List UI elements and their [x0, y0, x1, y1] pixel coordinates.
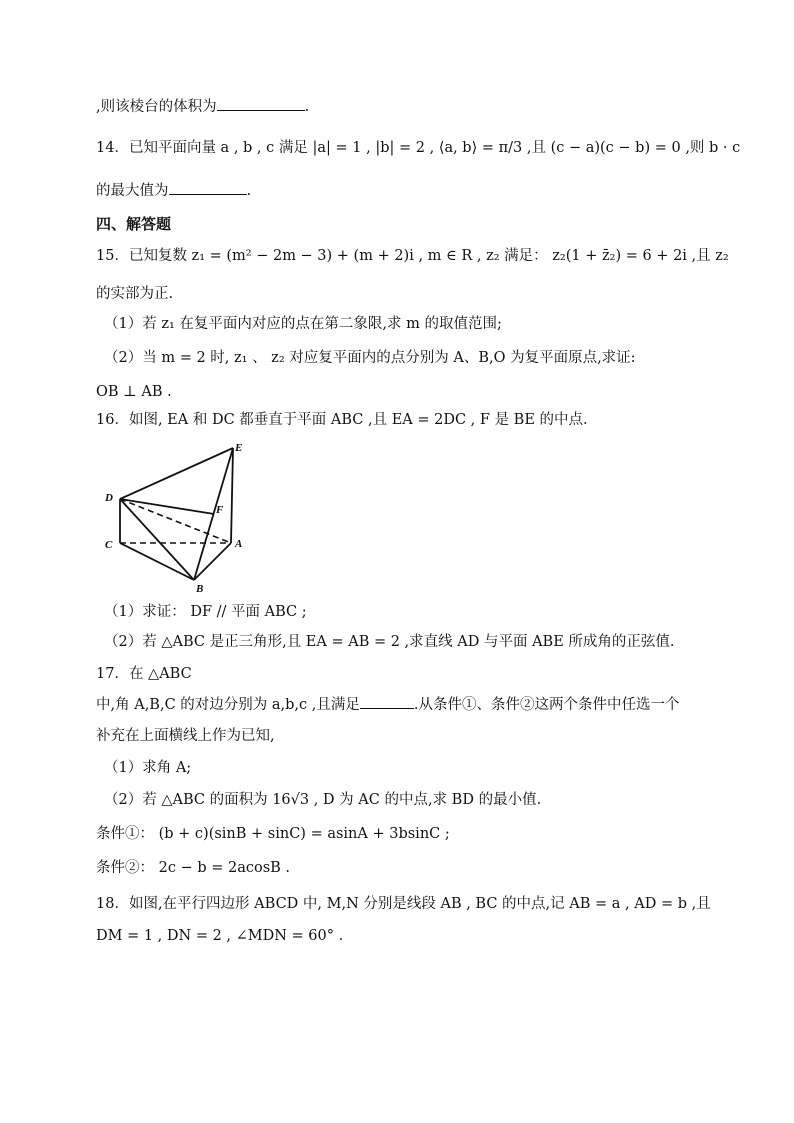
label-a: A: [235, 538, 243, 550]
edge-da-hidden: [120, 499, 231, 543]
q17-text-b: .从条件①、条件②这两个条件中任选一个: [413, 697, 680, 713]
label-f: F: [216, 504, 224, 516]
q17-stem: 17．在 △ABC: [96, 666, 192, 682]
q17-condition2: 条件②： 2c − b = 2acosB .: [96, 860, 291, 876]
q18-stem: 18．如图,在平行四边形 ABCD 中, M,N 分别是线段 AB , BC 的中点,记 AB = a , AD = b ,且: [96, 896, 711, 912]
q17-condition-blank: [360, 694, 414, 709]
q15-stem-cont: 的实部为正.: [96, 286, 174, 302]
q17-condition1: 条件①： (b + c)(sinB + sinC) = asinA + 3bsinC ;: [96, 826, 450, 842]
q14-text: 的最大值为: [96, 183, 169, 199]
q17-part1: （1）求角 A;: [104, 760, 192, 776]
edge-df: [120, 499, 214, 514]
q13-answer-blank: [217, 96, 305, 111]
edge-de: [120, 448, 233, 499]
q17-stem-cont2: 补充在上面横线上作为已知,: [96, 728, 275, 744]
q17-part2: （2）若 △ABC 的面积为 16√3 , D 为 AC 的中点,求 BD 的最小值.: [104, 792, 542, 808]
edge-cb: [120, 543, 194, 580]
q15-part2-cont: OB ⊥ AB .: [96, 384, 172, 400]
q15-part2: （2）当 m = 2 时, z₁ 、 z₂ 对应复平面内的点分别为 A、B,O 为复平面原点,求证:: [104, 350, 636, 366]
q15-stem: 15．已知复数 z₁ = (m² − 2m − 3) + (m + 2)i , m ∈ R , z₂ 满足： z₂(1 + z̄₂) = 6 + 2i ,且 z₂: [96, 248, 729, 264]
edge-ea: [231, 448, 233, 543]
label-c: C: [105, 539, 113, 551]
label-e: E: [235, 442, 243, 454]
edge-db: [120, 499, 194, 580]
q14-tail: 的最大值为 .: [96, 180, 251, 201]
q15-part1: （1）若 z₁ 在复平面内对应的点在第二象限,求 m 的取值范围;: [104, 316, 502, 332]
prism-diagram: [96, 440, 266, 600]
q17-stem-cont: [96, 694, 679, 715]
q14-answer-blank: [169, 180, 247, 195]
q16-part2: （2）若 △ABC 是正三角形,且 EA = AB = 2 ,求直线 AD 与平面 ABE 所成角的正弦值.: [104, 634, 675, 650]
section-heading: 四、解答题: [96, 215, 172, 233]
label-b: B: [196, 583, 204, 595]
q13-tail: ,则该棱台的体积为 .: [96, 96, 309, 117]
q18-stem-cont: DM = 1 , DN = 2 , ∠MDN = 60° .: [96, 928, 344, 944]
label-d: D: [105, 492, 113, 504]
q17-text-a: 中,角 A,B,C 的对边分别为 a,b,c ,且满足: [96, 697, 360, 713]
q16-figure: [96, 440, 266, 604]
q14-stem: 14．已知平面向量 a , b , c 满足 |a| = 1 , |b| = 2 , ⟨a, b⟩ = π/3 ,且 (c − a)(c − b) = 0 ,则 b · c: [96, 140, 741, 156]
q16-part1: （1）求证： DF // 平面 ABC ;: [104, 604, 307, 620]
q13-text: ,则该棱台的体积为: [96, 99, 217, 115]
q16-stem: 16．如图, EA 和 DC 都垂直于平面 ABC ,且 EA = 2DC , F 是 BE 的中点.: [96, 412, 588, 428]
